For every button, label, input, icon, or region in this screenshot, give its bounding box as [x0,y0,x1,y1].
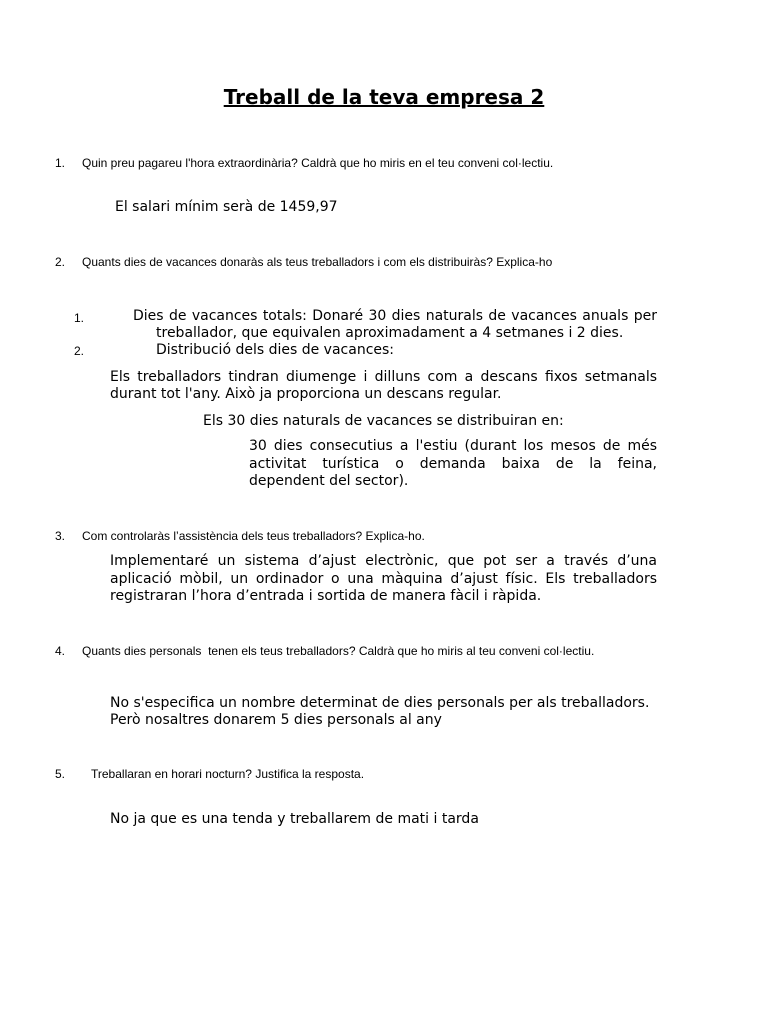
text-line: activitat turística o demanda baixa de la feina, [249,456,657,472]
answer-1: El salari mínim serà de 1459,97 [115,199,338,215]
page-title: Treball de la teva empresa 2 [223,85,545,109]
answer-2-paragraph-2: Els 30 dies naturals de vacances se distribuiran en: [203,413,564,429]
text-line: Però nosaltres donarem 5 dies personals al any [110,712,442,728]
text-line: No s'especifica un nombre determinat de dies personals per als treballadors. [110,695,650,711]
question-text: Treballaran en horari nocturn? Justifica la resposta. [91,767,365,781]
question-number: 2. [55,255,66,269]
text-line: registraran l’hora d’entrada i sortida de manera fàcil i ràpida. [110,588,542,604]
list-item-text: Dies de vacances totals: Donaré 30 dies naturals de vacances anuals per [133,308,657,324]
question-text: Quants dies personals tenen els teus treballadors? Caldrà que ho miris al teu conveni col·lectiu. [82,644,595,658]
question-number: 1. [55,156,66,170]
list-item-number: 2. [74,344,85,358]
question-number: 4. [55,644,66,658]
question-text: Com controlaràs l’assistència dels teus treballadors? Explica-ho. [82,529,425,543]
list-item-number: 1. [74,311,85,325]
text-line: durant tot l'any. Això ja proporciona un descans regular. [110,386,502,402]
question-text: Quin preu pagareu l'hora extraordinària? Caldrà que ho miris en el teu conveni col·lectiu. [82,156,554,170]
answer-5: No ja que es una tenda y treballarem de mati i tarda [110,811,479,827]
question-text: Quants dies de vacances donaràs als teus treballadors i com els distribuiràs? Explica-ho [82,255,553,269]
text-line: dependent del sector). [249,473,409,489]
text-line: 30 dies consecutius a l'estiu (durant los mesos de més [249,438,657,454]
text-line: aplicació mòbil, un ordinador o una màquina d’ajust físic. Els treballadors [110,571,657,587]
question-number: 3. [55,529,66,543]
text-line: Els treballadors tindran diumenge i dilluns com a descans fixos setmanals [110,369,657,385]
text-line: Implementaré un sistema d’ajust electrònic, que pot ser a través d’una [110,553,657,569]
list-item-text: Distribució dels dies de vacances: [156,342,395,358]
list-item-text: treballador, que equivalen aproximadament a 4 setmanes i 2 dies. [156,325,624,341]
question-number: 5. [55,767,66,781]
